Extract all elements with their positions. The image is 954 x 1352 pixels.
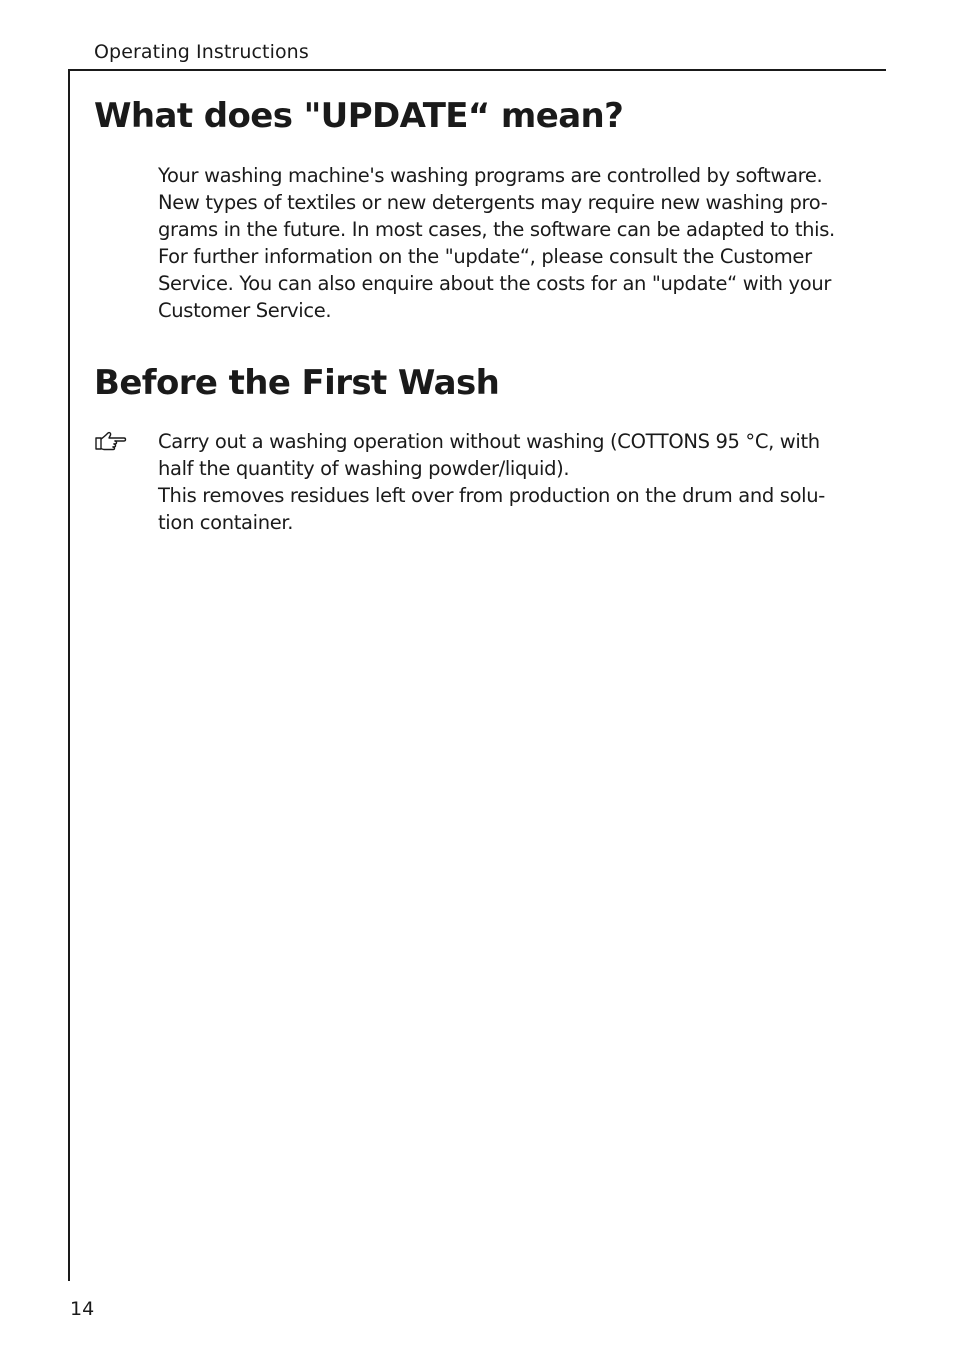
pointing-hand-icon <box>94 431 128 453</box>
paragraph-line: For further information on the "update“, please consult the Customer <box>158 245 812 268</box>
paragraph-line: Carry out a washing operation without washing (COTTONS 95 °C, with <box>158 430 820 453</box>
paragraph-line: Customer Service. <box>158 299 332 322</box>
header-rule <box>68 69 886 71</box>
paragraph-line: Service. You can also enquire about the costs for an "update“ with your <box>158 272 831 295</box>
left-margin-rule <box>68 69 70 1281</box>
paragraph-line: This removes residues left over from production on the drum and solu- <box>158 484 825 507</box>
section-heading-update: What does "UPDATE“ mean? <box>94 96 624 136</box>
update-paragraph <box>158 162 858 324</box>
page-number: 14 <box>70 1298 95 1320</box>
paragraph-line: half the quantity of washing powder/liquid). <box>158 457 570 480</box>
paragraph-line: grams in the future. In most cases, the software can be adapted to this. <box>158 218 835 241</box>
paragraph-line: Your washing machine's washing programs are controlled by software. <box>158 164 823 187</box>
section-heading-first-wash: Before the First Wash <box>94 363 500 403</box>
paragraph-line: New types of textiles or new detergents may require new washing pro- <box>158 191 828 214</box>
paragraph-line: tion container. <box>158 511 294 534</box>
first-wash-paragraph <box>158 428 858 536</box>
running-header: Operating Instructions <box>94 41 309 63</box>
